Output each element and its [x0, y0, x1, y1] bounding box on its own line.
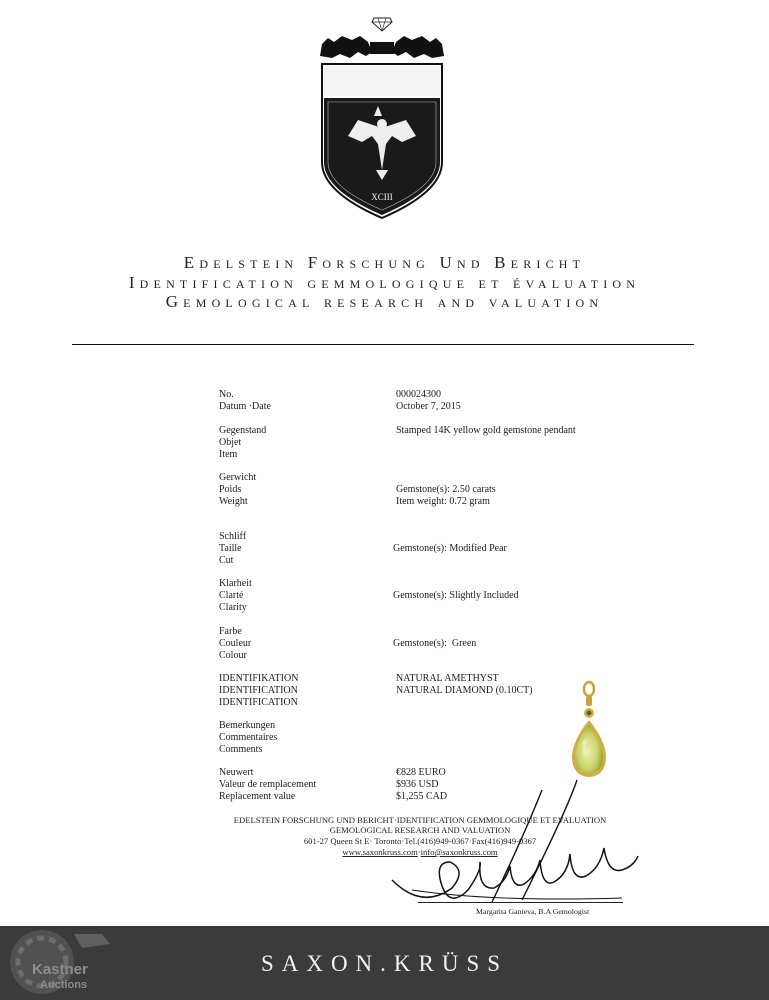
email-link[interactable]: info@saxonkruss.com [420, 847, 498, 857]
colour-label-en: Colour [219, 650, 247, 661]
clarity-label-fr: Clarté [219, 590, 244, 601]
replacement-label-de: Neuwert [219, 767, 254, 778]
colour-label-fr: Couleur [219, 638, 252, 649]
item-label-fr: Objet [219, 437, 242, 448]
colour-value: Gemstone(s): Green [393, 638, 477, 649]
weight-label-de: Gerwicht [219, 472, 257, 483]
replacement-label-fr: Valeur de remplacement [219, 779, 317, 790]
footer-line-2: GEMOLOGICAL RESEARCH AND VALUATION [329, 825, 511, 835]
signature [372, 770, 642, 910]
crest-logo [312, 12, 452, 224]
watermark-auctions: Auctions [40, 979, 88, 991]
item-weight-value: Item weight: 0.72 gram [396, 496, 490, 507]
identification-value-2: NATURAL DIAMOND (0.10CT) [396, 685, 533, 696]
website-link[interactable]: www.saxonkruss.com [342, 847, 418, 857]
comments-label-fr: Commentaires [219, 732, 278, 743]
replacement-value-usd: $936 USD [396, 779, 439, 790]
title-french: Identification gemmologique et évaluation [128, 273, 641, 292]
title-divider [72, 344, 694, 345]
item-label-de: Gegenstand [219, 425, 267, 436]
identification-label-de: IDENTIFIKATION [219, 673, 299, 684]
diamond-icon [372, 18, 392, 31]
cut-label-en: Cut [219, 555, 234, 566]
brand-name: SAXON.KRÜSS [260, 951, 509, 976]
auction-watermark [2, 926, 117, 998]
weight-label-en: Weight [219, 496, 248, 507]
identification-label-en: IDENTIFICATION [219, 697, 298, 708]
lion-left-icon [320, 36, 372, 58]
title-english: Gemological research and valuation [165, 292, 604, 311]
crown-icon [370, 42, 394, 54]
item-value: Stamped 14K yellow gold gemstone pendant [396, 425, 576, 436]
replacement-label-en: Replacement value [219, 791, 296, 802]
replacement-value-eur: €828 EURO [396, 767, 446, 778]
comments-label-de: Bemerkungen [219, 720, 276, 731]
weight-label-fr: Poids [219, 484, 242, 495]
signatory-name: Margarita Ganieva, B.A Gemologist [476, 907, 590, 916]
footer-line-1: EDELSTEIN FORSCHUNG UND BERICHT·IDENTIFICATION GEMMOLOGIQUE ET EVALUATION [233, 815, 607, 825]
gemstone-weight-value: Gemstone(s): 2.50 carats [396, 484, 496, 495]
date-label: Datum ·Date [219, 401, 271, 412]
clarity-label-en: Clarity [219, 602, 247, 613]
clarity-value: Gemstone(s): Slightly Included [393, 590, 519, 601]
cut-label-de: Schliff [219, 531, 247, 542]
identification-value-1: NATURAL AMETHYST [396, 673, 499, 684]
no-value: 000024300 [396, 389, 441, 400]
colour-label-de: Farbe [219, 626, 242, 637]
contact-separator: · [417, 847, 421, 857]
no-label: No. [219, 389, 234, 400]
item-label-en: Item [219, 449, 238, 460]
cut-value: Gemstone(s): Modified Pear [393, 543, 507, 554]
crest-numeral: XCIII [371, 192, 393, 202]
comments-label-en: Comments [219, 744, 263, 755]
title-german: Edelstein Forschung Und Bericht [183, 253, 586, 272]
replacement-value-cad: $1,255 CAD [396, 791, 448, 802]
signature-line [418, 902, 623, 903]
clarity-label-de: Klarheit [219, 578, 252, 589]
watermark-kastner: Kastner [32, 961, 88, 978]
cut-label-fr: Taille [219, 543, 242, 554]
identification-label-fr: IDENTIFICATION [219, 685, 298, 696]
lion-right-icon [392, 36, 444, 58]
pendant-photo [560, 680, 618, 780]
date-value: October 7, 2015 [396, 401, 461, 412]
footer-address: 601-27 Queen St E· Toronto·Tel.(416)949-0367·Fax(416)949-0367 [303, 836, 537, 846]
